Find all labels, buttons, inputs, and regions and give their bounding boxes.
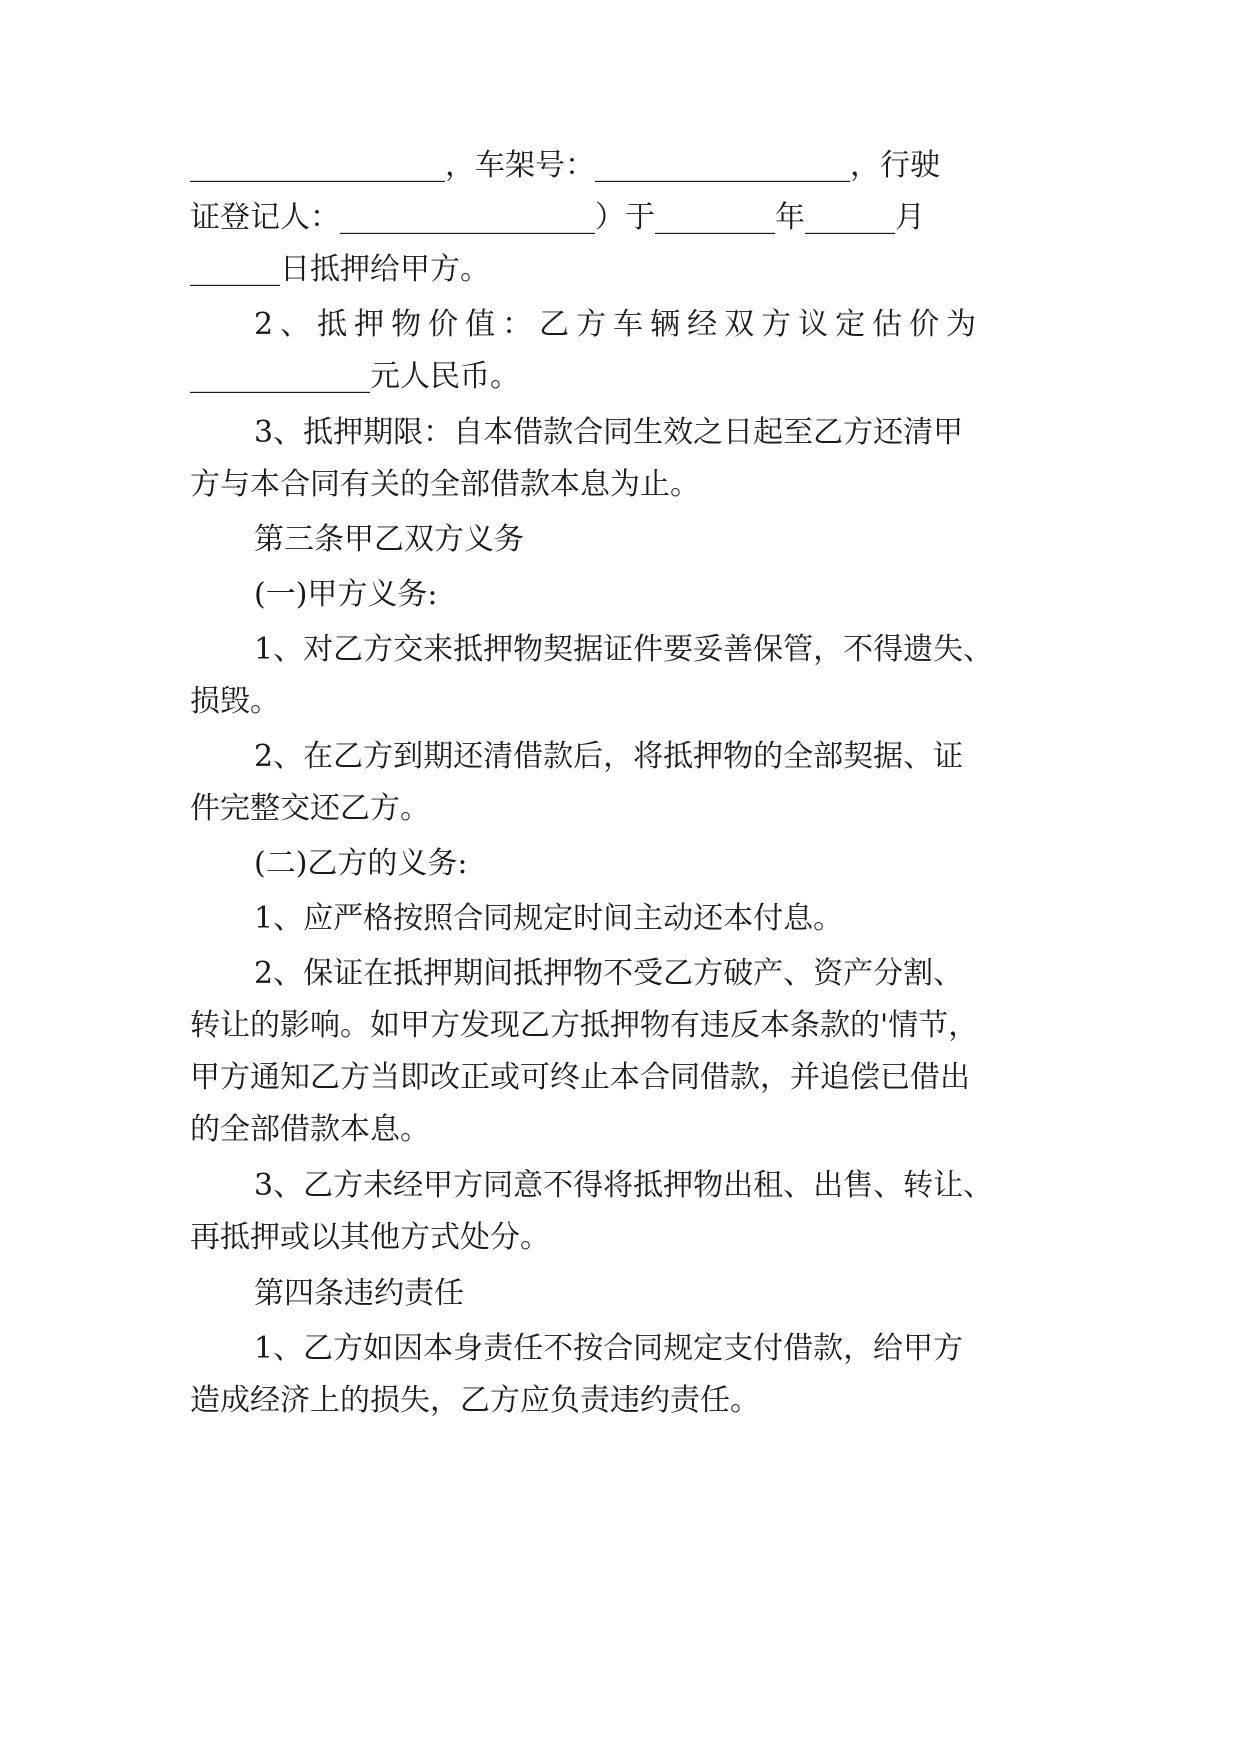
text-line: _________________，车架号：_________________，行驶 bbox=[190, 148, 940, 183]
text-line: 造成经济上的损失，乙方应负责违约责任。 bbox=[190, 1383, 760, 1418]
text-line: ____________元人民币。 bbox=[190, 359, 520, 394]
section-heading: 第四条违约责任 bbox=[254, 1276, 464, 1311]
text-line: 3、抵押期限：自本借款合同生效之日起至乙方还清甲 bbox=[254, 415, 964, 450]
text-line: 甲方通知乙方当即改正或可终止本合同借款，并追偿已借出 bbox=[190, 1060, 970, 1095]
subsection-heading: (一)甲方义务: bbox=[254, 577, 438, 612]
text-line: 1、乙方如因本身责任不按合同规定支付借款，给甲方 bbox=[254, 1331, 964, 1366]
text-line: 2、在乙方到期还清借款后，将抵押物的全部契据、证 bbox=[254, 739, 964, 774]
text-line: 1、对乙方交来抵押物契据证件要妥善保管，不得遗失、 bbox=[254, 632, 994, 667]
text-line: 再抵押或以其他方式处分。 bbox=[190, 1220, 550, 1255]
text-line: 转让的影响。如甲方发现乙方抵押物有违反本条款的'情节， bbox=[190, 1008, 979, 1043]
text-line: 1、应严格按照合同规定时间主动还本付息。 bbox=[254, 901, 844, 936]
section-heading: 第三条甲乙双方义务 bbox=[254, 522, 524, 557]
text-line: ______日抵押给甲方。 bbox=[190, 252, 490, 287]
text-line: 件完整交还乙方。 bbox=[190, 791, 430, 826]
text-line: 的全部借款本息。 bbox=[190, 1112, 430, 1147]
text-line: 3、乙方未经甲方同意不得将抵押物出租、出售、转让、 bbox=[254, 1168, 994, 1203]
text-line: 损毁。 bbox=[190, 684, 280, 719]
text-line: 2、抵押物价值：乙方车辆经双方议定估价为 bbox=[254, 307, 984, 342]
text-line: 方与本合同有关的全部借款本息为止。 bbox=[190, 467, 700, 502]
subsection-heading: (二)乙方的义务: bbox=[254, 846, 468, 881]
text-line: 证登记人：_________________）于________年______月 bbox=[190, 200, 925, 235]
text-line: 2、保证在抵押期间抵押物不受乙方破产、资产分割、 bbox=[254, 956, 964, 991]
